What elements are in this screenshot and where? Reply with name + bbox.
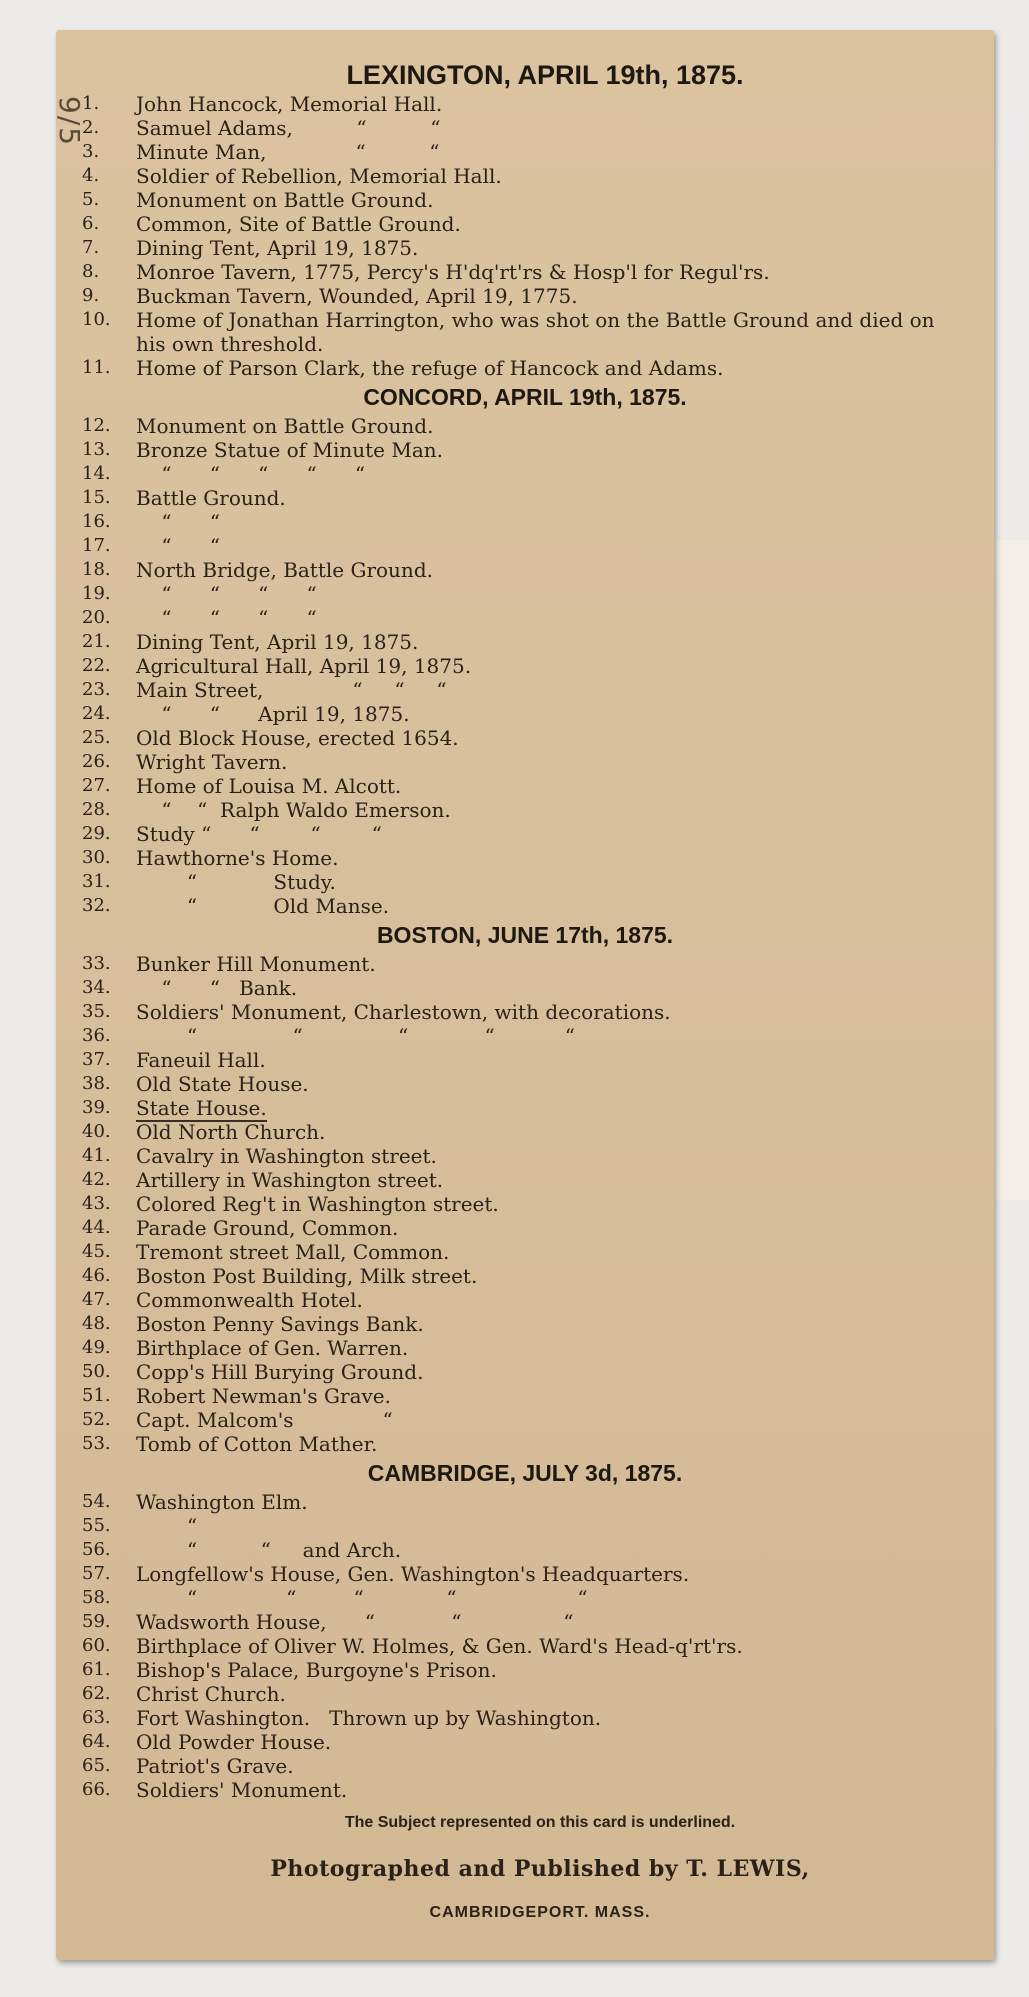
item-text: “ Old Manse. (136, 894, 390, 918)
item-text: Robert Newman's Grave. (136, 1384, 391, 1408)
list-item (56, 212, 994, 236)
item-number: 33. (82, 953, 111, 974)
item-number: 48. (82, 1313, 111, 1334)
item-text: “ (136, 1514, 198, 1538)
item-number: 63. (82, 1707, 111, 1728)
item-number: 52. (82, 1409, 111, 1430)
item-number: 3. (82, 141, 100, 162)
item-text: “ “ (136, 510, 221, 534)
item-number: 53. (82, 1433, 111, 1454)
item-text: Boston Post Building, Milk street. (136, 1264, 478, 1288)
item-number: 26. (82, 751, 111, 772)
item-number: 13. (82, 439, 111, 460)
item-text: Old North Church. (136, 1120, 326, 1144)
item-text: Longfellow's House, Gen. Washington's Headquarters. (136, 1562, 690, 1586)
list-item (56, 952, 994, 976)
list-item (56, 486, 994, 510)
list-item (56, 1730, 994, 1754)
item-text: “ “ “ “ (136, 606, 317, 630)
item-number: 64. (82, 1731, 111, 1752)
item-number: 27. (82, 775, 111, 796)
item-text: Copp's Hill Burying Ground. (136, 1360, 424, 1384)
list-item (56, 356, 994, 380)
list-item (56, 1000, 994, 1024)
item-text: Faneuil Hall. (136, 1048, 266, 1072)
item-number: 20. (82, 607, 111, 628)
item-number: 47. (82, 1289, 111, 1310)
item-text: Study “ “ “ “ (136, 822, 382, 846)
item-number: 17. (82, 535, 111, 556)
item-number: 44. (82, 1217, 111, 1238)
item-text: “ “ Ralph Waldo Emerson. (136, 798, 451, 822)
item-text: “ “ “ “ “ (136, 1586, 588, 1610)
list-item (56, 140, 994, 164)
item-text: “ “ “ “ “ (136, 1024, 575, 1048)
list-item-underlined (56, 1096, 994, 1120)
list-item (56, 1360, 994, 1384)
item-text: Patriot's Grave. (136, 1754, 294, 1778)
list-item (56, 606, 994, 630)
item-number: 18. (82, 559, 111, 580)
item-text: Commonwealth Hotel. (136, 1288, 363, 1312)
item-text: Wright Tavern. (136, 750, 288, 774)
item-text: Parade Ground, Common. (136, 1216, 399, 1240)
item-text: Soldiers' Monument, Charlestown, with decorations. (136, 1000, 671, 1024)
section-heading: CAMBRIDGE, JULY 3d, 1875. (367, 1460, 683, 1486)
item-number: 4. (82, 165, 100, 186)
item-text: Fort Washington. Thrown up by Washington. (136, 1706, 602, 1730)
list-item (56, 1288, 994, 1312)
item-text: Home of Parson Clark, the refuge of Hancock and Adams. (136, 356, 724, 380)
list-item (56, 1120, 994, 1144)
item-number: 62. (82, 1683, 111, 1704)
item-number: 32. (82, 895, 111, 916)
list-item (56, 510, 994, 534)
item-text: Agricultural Hall, April 19, 1875. (136, 654, 472, 678)
list-item (56, 846, 994, 870)
item-text: “ “ Bank. (136, 976, 298, 1000)
item-number: 55. (82, 1515, 111, 1536)
item-text: Hawthorne's Home. (136, 846, 339, 870)
list-item (56, 894, 994, 918)
item-number: 31. (82, 871, 111, 892)
item-text: Tomb of Cotton Mather. (136, 1432, 378, 1456)
item-number: 9. (82, 285, 100, 306)
item-number: 16. (82, 511, 111, 532)
item-number: 45. (82, 1241, 111, 1262)
list-item (56, 798, 994, 822)
list-item (56, 976, 994, 1000)
publisher-place: CAMBRIDGEPORT. MASS. (429, 1904, 651, 1921)
item-text: Washington Elm. (136, 1490, 308, 1514)
item-number: 51. (82, 1385, 111, 1406)
list-item (56, 558, 994, 582)
list-item (56, 1658, 994, 1682)
stereoview-card-back (53, 30, 994, 1960)
list-item (56, 308, 994, 356)
item-text: Common, Site of Battle Ground. (136, 212, 461, 236)
item-number: 61. (82, 1659, 111, 1680)
item-number: 42. (82, 1169, 111, 1190)
item-number: 59. (82, 1611, 111, 1632)
list-item (56, 1384, 994, 1408)
item-number: 8. (82, 261, 100, 282)
item-text: Tremont street Mall, Common. (136, 1240, 450, 1264)
item-text: Battle Ground. (136, 486, 286, 510)
item-text: “ “ (136, 534, 221, 558)
item-text: “ “ and Arch. (136, 1538, 402, 1562)
item-text: Dining Tent, April 19, 1875. (136, 630, 419, 654)
list-item (56, 534, 994, 558)
item-number: 21. (82, 631, 111, 652)
item-text: Home of Jonathan Harrington, who was shot on the Battle Ground and died on his own threshold. (136, 308, 935, 356)
item-number: 10. (82, 309, 111, 330)
item-number: 7. (82, 237, 100, 258)
item-text: Old Powder House. (136, 1730, 332, 1754)
item-text: Samuel Adams, “ “ (136, 116, 441, 140)
item-number: 2. (82, 117, 100, 138)
item-number: 24. (82, 703, 111, 724)
item-text: Monument on Battle Ground. (136, 188, 434, 212)
list-item (56, 1072, 994, 1096)
list-item (56, 188, 994, 212)
list-item (56, 1408, 994, 1432)
item-number: 30. (82, 847, 111, 868)
pencil-mark: 9/5 (53, 96, 86, 148)
list-item (56, 236, 994, 260)
underline-note: The Subject represented on this card is underlined. (344, 1814, 736, 1831)
item-number: 43. (82, 1193, 111, 1214)
item-number: 11. (82, 357, 111, 378)
subject-list (56, 1490, 994, 1802)
list-item (56, 1634, 994, 1658)
item-text: Christ Church. (136, 1682, 286, 1706)
list-item (56, 630, 994, 654)
item-text: Soldier of Rebellion, Memorial Hall. (136, 164, 502, 188)
subject-list (56, 92, 994, 380)
card-content (56, 58, 994, 1802)
item-number: 39. (82, 1097, 111, 1118)
item-number: 37. (82, 1049, 111, 1070)
item-number: 14. (82, 463, 111, 484)
list-item (56, 414, 994, 438)
item-text: Capt. Malcom's “ (136, 1408, 393, 1432)
item-number: 25. (82, 727, 111, 748)
list-item (56, 654, 994, 678)
item-text: Bunker Hill Monument. (136, 952, 376, 976)
item-text: Monument on Battle Ground. (136, 414, 434, 438)
item-number: 5. (82, 189, 100, 210)
list-item (56, 774, 994, 798)
item-text: Wadsworth House, “ “ “ (136, 1610, 574, 1634)
list-item (56, 438, 994, 462)
list-item (56, 1312, 994, 1336)
item-number: 65. (82, 1755, 111, 1776)
item-number: 29. (82, 823, 111, 844)
list-item (56, 260, 994, 284)
item-text: Home of Louisa M. Alcott. (136, 774, 402, 798)
section-heading: LEXINGTON, APRIL 19th, 1875. (346, 60, 744, 90)
item-text: Artillery in Washington street. (136, 1168, 444, 1192)
item-number: 58. (82, 1587, 111, 1608)
item-number: 12. (82, 415, 111, 436)
list-item (56, 750, 994, 774)
item-text: Buckman Tavern, Wounded, April 19, 1775. (136, 284, 578, 308)
item-number: 66. (82, 1779, 111, 1800)
item-number: 38. (82, 1073, 111, 1094)
item-text: Birthplace of Gen. Warren. (136, 1336, 409, 1360)
item-text: John Hancock, Memorial Hall. (136, 92, 443, 116)
item-number: 50. (82, 1361, 111, 1382)
list-item (56, 116, 994, 140)
item-number: 40. (82, 1121, 111, 1142)
list-item (56, 1778, 994, 1802)
item-number: 41. (82, 1145, 111, 1166)
item-text: Bishop's Palace, Burgoyne's Prison. (136, 1658, 497, 1682)
list-item (56, 1192, 994, 1216)
item-text: Colored Reg't in Washington street. (136, 1192, 499, 1216)
subject-list (56, 952, 994, 1456)
list-item (56, 1168, 994, 1192)
item-number: 15. (82, 487, 111, 508)
item-text: Soldiers' Monument. (136, 1778, 348, 1802)
list-item (56, 702, 994, 726)
item-text: Boston Penny Savings Bank. (136, 1312, 424, 1336)
list-item (56, 822, 994, 846)
item-number: 56. (82, 1539, 111, 1560)
list-item (56, 1432, 994, 1456)
list-item (56, 1216, 994, 1240)
list-item (56, 1754, 994, 1778)
section-heading: CONCORD, APRIL 19th, 1875. (363, 384, 687, 410)
list-item (56, 870, 994, 894)
list-item (56, 1538, 994, 1562)
item-text: Old State House. (136, 1072, 309, 1096)
publisher-line: Photographed and Published by T. LEWIS, (270, 1856, 810, 1882)
item-text: Monroe Tavern, 1775, Percy's H'dq'rt'rs & Hosp'l for Regul'rs. (136, 260, 770, 284)
list-item (56, 678, 994, 702)
item-text: Cavalry in Washington street. (136, 1144, 437, 1168)
item-text: Bronze Statue of Minute Man. (136, 438, 443, 462)
list-item (56, 462, 994, 486)
list-item (56, 1610, 994, 1634)
list-item (56, 164, 994, 188)
item-number: 49. (82, 1337, 111, 1358)
item-text: North Bridge, Battle Ground. (136, 558, 433, 582)
item-text: Dining Tent, April 19, 1875. (136, 236, 419, 260)
item-text: “ “ “ “ “ (136, 462, 366, 486)
list-item (56, 1682, 994, 1706)
list-item (56, 1264, 994, 1288)
item-text: Old Block House, erected 1654. (136, 726, 459, 750)
card-back-strip (990, 540, 1029, 1200)
list-item (56, 1490, 994, 1514)
item-number: 1. (82, 93, 100, 114)
item-number: 6. (82, 213, 100, 234)
item-number: 54. (82, 1491, 111, 1512)
list-item (56, 1144, 994, 1168)
list-item (56, 1706, 994, 1730)
item-text: State House. (136, 1096, 267, 1120)
list-item (56, 1240, 994, 1264)
list-item (56, 1048, 994, 1072)
item-number: 46. (82, 1265, 111, 1286)
item-text: Birthplace of Oliver W. Holmes, & Gen. Ward's Head-q'rt'rs. (136, 1634, 743, 1658)
list-item (56, 1024, 994, 1048)
list-item (56, 92, 994, 116)
list-item (56, 726, 994, 750)
item-text: Main Street, “ “ “ (136, 678, 447, 702)
list-item (56, 582, 994, 606)
item-number: 19. (82, 583, 111, 604)
item-number: 35. (82, 1001, 111, 1022)
item-text: Minute Man, “ “ (136, 140, 440, 164)
list-item (56, 1562, 994, 1586)
item-number: 22. (82, 655, 111, 676)
item-number: 57. (82, 1563, 111, 1584)
list-item (56, 284, 994, 308)
list-item (56, 1336, 994, 1360)
item-number: 28. (82, 799, 111, 820)
item-text: “ “ “ “ (136, 582, 317, 606)
item-text: “ “ April 19, 1875. (136, 702, 410, 726)
item-number: 23. (82, 679, 111, 700)
list-item (56, 1514, 994, 1538)
item-number: 60. (82, 1635, 111, 1656)
subject-list (56, 414, 994, 918)
section-heading: BOSTON, JUNE 17th, 1875. (376, 922, 674, 948)
item-text: “ Study. (136, 870, 336, 894)
item-number: 34. (82, 977, 111, 998)
item-number: 36. (82, 1025, 111, 1046)
list-item (56, 1586, 994, 1610)
